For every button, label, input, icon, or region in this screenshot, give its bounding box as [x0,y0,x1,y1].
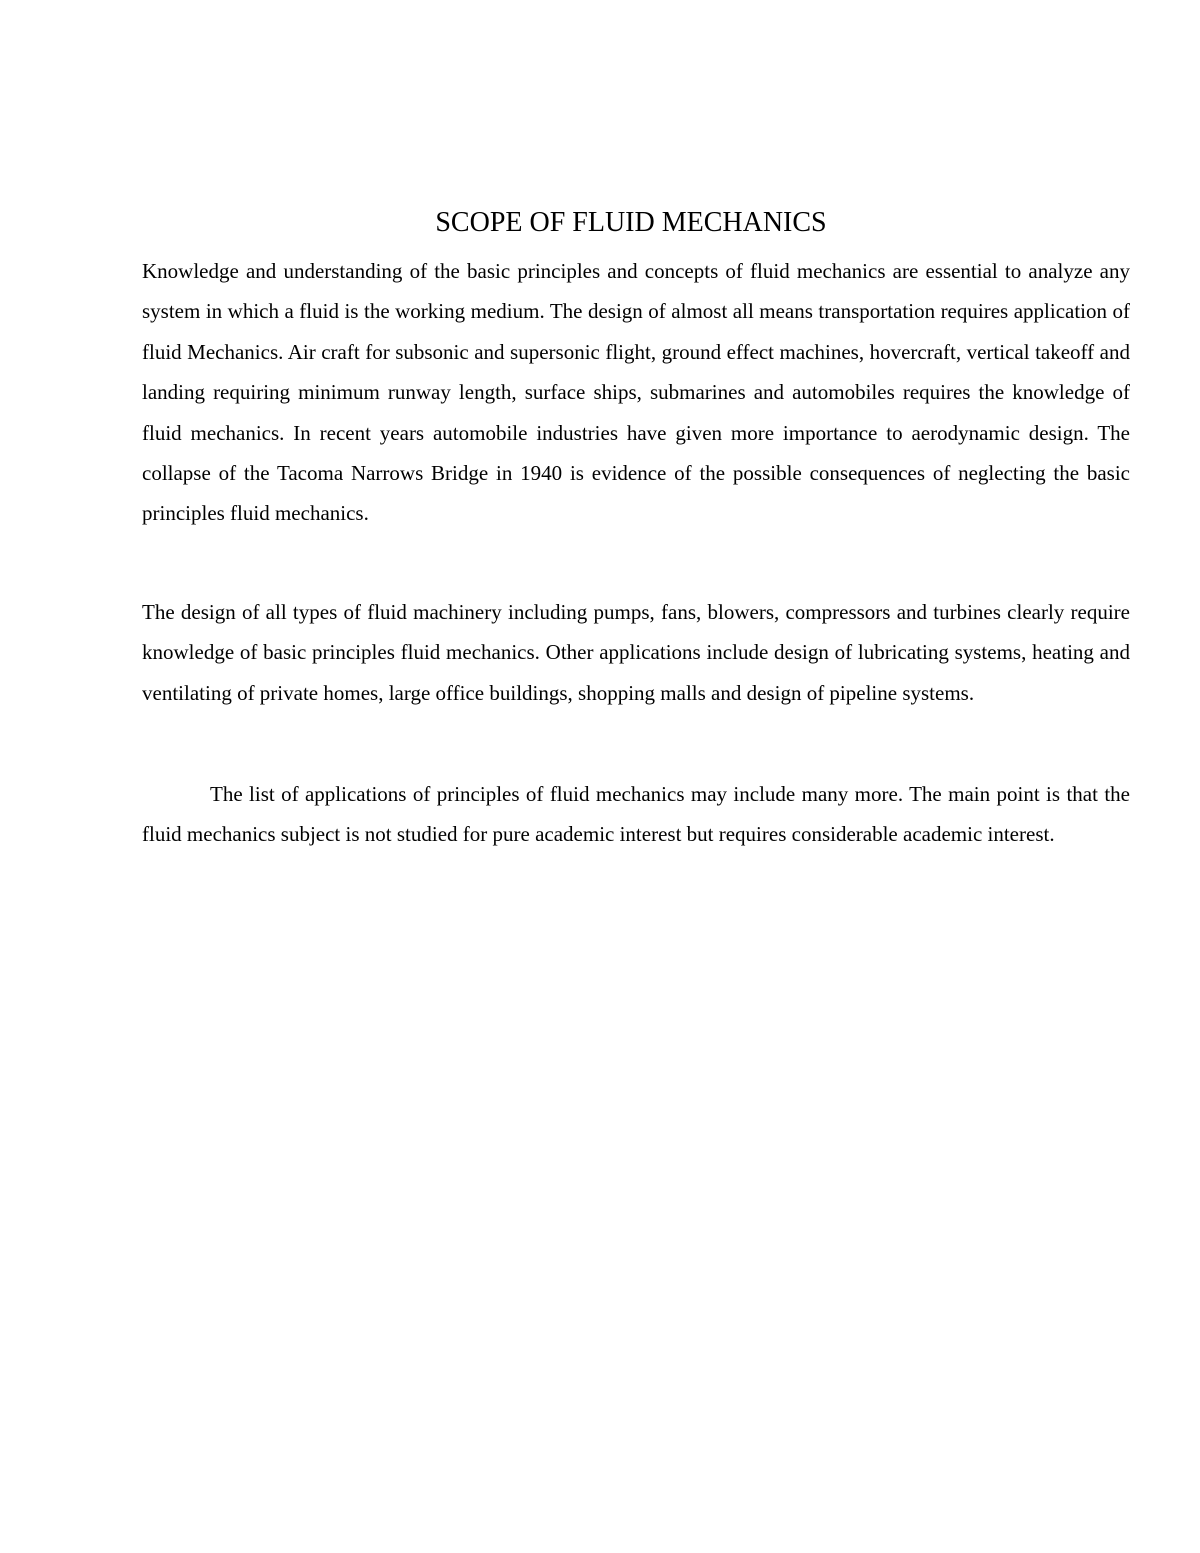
paragraph-machinery: The design of all types of fluid machinery including pumps, fans, blowers, compressors and turbines clearly require knowledge of basic principles fluid mechanics. Other applications include design of lubricating systems, heating and ventilating of private homes, large office buildings, shopping malls and design of pipeline systems. [142,600,1130,705]
paragraph-applications: The list of applications of principles of fluid mechanics may include many more. The main point is that the fluid mechanics subject is not studied for pure academic interest but requires considerable academic interest. [142,782,1130,847]
page-title: SCOPE OF FLUID MECHANICS [435,207,827,238]
paragraph-intro: Knowledge and understanding of the basic principles and concepts of fluid mechanics are essential to analyze any system in which a fluid is the working medium. The design of almost all means transportation requires application of fluid Mechanics. Air craft for subsonic and supersonic flight, ground effect machines, hovercraft, vertical takeoff and landing requiring minimum runway length, surface ships, submarines and automobiles requires the knowledge of fluid mechanics. In recent years automobile industries have given more importance to aerodynamic design. The collapse of the Tacoma Narrows Bridge in 1940 is evidence of the possible consequences of neglecting the basic principles fluid mechanics. [142,259,1130,526]
